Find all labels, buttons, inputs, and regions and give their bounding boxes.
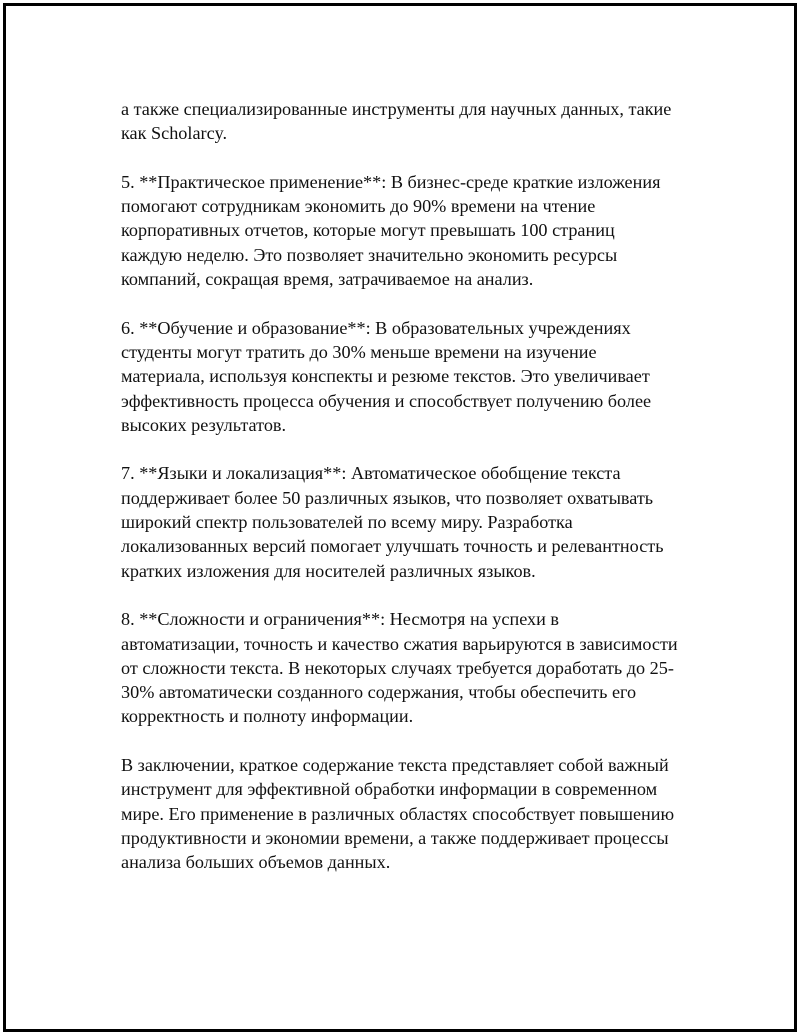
text-line: 8. **Сложности и ограничения**: Несмотря на успехи в bbox=[121, 609, 559, 630]
text-line: эффективность процесса обучения и способствует получению более bbox=[121, 390, 652, 411]
text-line: от сложности текста. В некоторых случаях требуется доработать до 25- bbox=[121, 657, 674, 678]
text-line: широкий спектр пользователей по всему миру. Разработка bbox=[121, 512, 573, 533]
text-line: как Scholarcy. bbox=[121, 123, 228, 144]
text-line: каждую неделю. Это позволяет значительно экономить ресурсы bbox=[121, 244, 618, 265]
text-line: В заключении, краткое содержание текста представляет собой важный bbox=[121, 755, 669, 776]
text-line: кратких изложения для носителей различных языков. bbox=[121, 560, 536, 581]
text-line: 5. **Практическое применение**: В бизнес-среде краткие изложения bbox=[121, 171, 661, 192]
text-line: продуктивности и экономии времени, а также поддерживает процессы bbox=[121, 827, 669, 848]
text-line: 7. **Языки и локализация**: Автоматическое обобщение текста bbox=[121, 463, 621, 484]
paragraph-point-5 bbox=[121, 170, 701, 291]
page-content bbox=[121, 97, 701, 899]
paragraph-intro-continuation bbox=[121, 97, 701, 146]
text-line: студенты могут тратить до 30% меньше времени на изучение bbox=[121, 341, 597, 362]
page-frame bbox=[3, 3, 797, 1032]
text-line: мире. Его применение в различных областях способствует повышению bbox=[121, 803, 675, 824]
text-line: а также специализированные инструменты для научных данных, такие bbox=[121, 99, 672, 119]
text-line: помогают сотрудникам экономить до 90% времени на чтение bbox=[121, 196, 596, 217]
paragraph-point-8 bbox=[121, 607, 701, 728]
text-line: корректность и полноту информации. bbox=[121, 706, 414, 727]
text-line: автоматизации, точность и качество сжатия варьируются в зависимости bbox=[121, 633, 678, 654]
text-line: компаний, сокращая время, затрачиваемое на анализ. bbox=[121, 269, 534, 290]
text-line: анализа больших объемов данных. bbox=[121, 852, 391, 873]
text-line: 30% автоматически созданного содержания, чтобы обеспечить его bbox=[121, 682, 637, 703]
paragraph-conclusion bbox=[121, 753, 701, 874]
text-line: высоких результатов. bbox=[121, 414, 287, 435]
text-line: инструмент для эффективной обработки информации в современном bbox=[121, 779, 658, 800]
paragraph-point-6 bbox=[121, 316, 701, 437]
text-line: материала, используя конспекты и резюме текстов. Это увеличивает bbox=[121, 366, 650, 387]
text-line: локализованных версий помогает улучшать точность и релевантность bbox=[121, 536, 664, 557]
text-line: 6. **Обучение и образование**: В образовательных учреждениях bbox=[121, 317, 631, 338]
paragraph-point-7 bbox=[121, 461, 701, 582]
text-line: корпоративных отчетов, которые могут превышать 100 страниц bbox=[121, 220, 615, 241]
text-line: поддерживает более 50 различных языков, что позволяет охватывать bbox=[121, 487, 654, 508]
